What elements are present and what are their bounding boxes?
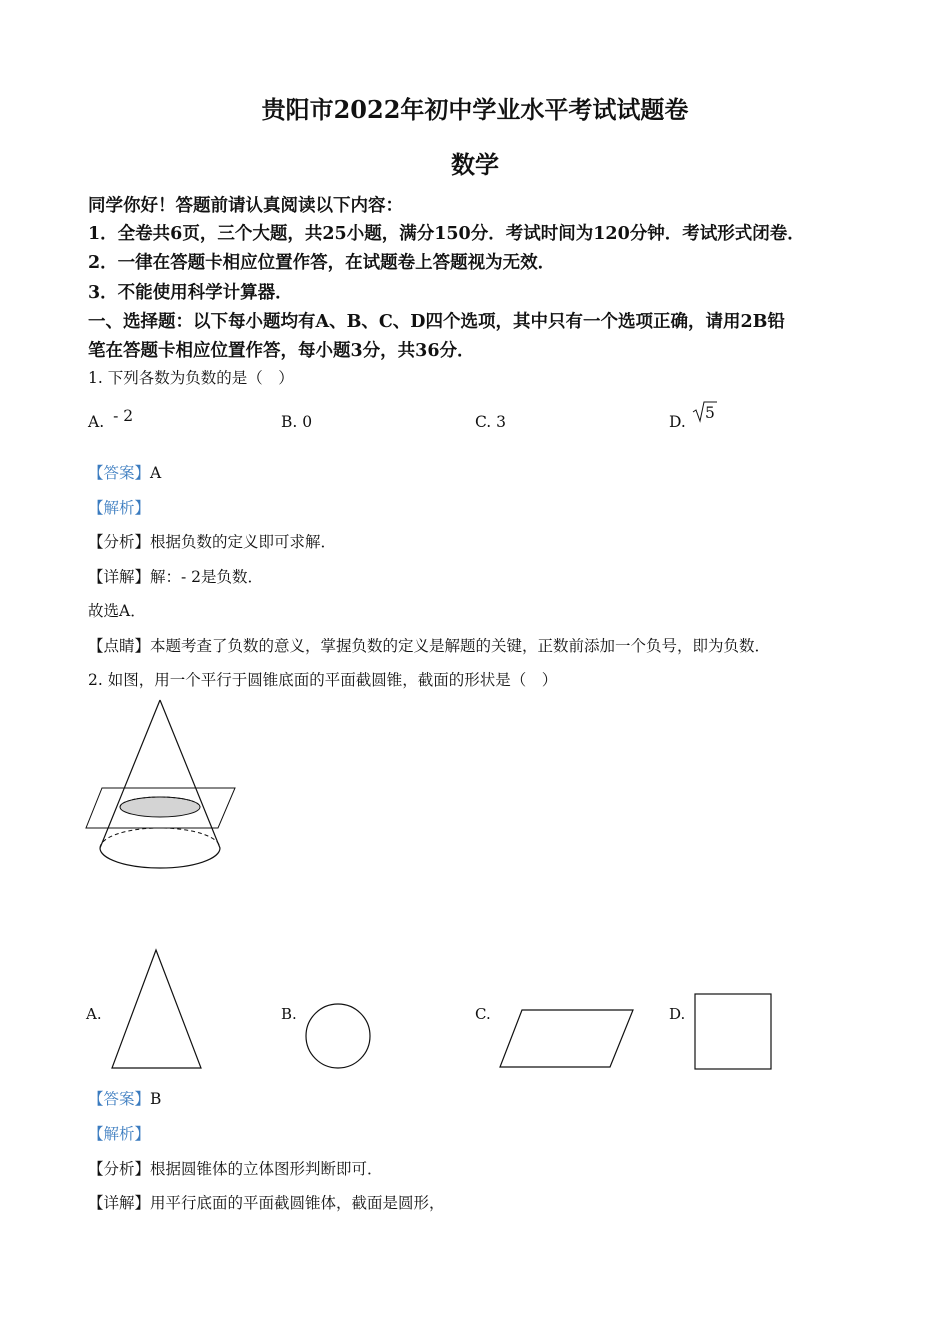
q1-choose: 故选A． (88, 602, 146, 620)
q2-option-c-letter: C. (475, 1005, 491, 1023)
q2-option-a-triangle (108, 948, 204, 1072)
q1-answer (88, 461, 161, 483)
xiangjie-tag: 【详解】 (88, 1194, 151, 1212)
q2-xiangjie (88, 1191, 445, 1213)
answer-value: A (150, 464, 162, 482)
q1-fenxi (88, 530, 336, 552)
q2-option-b-circle (303, 1000, 375, 1072)
instruction-item-1: 1．全卷共6页，三个大题，共25小题，满分150分．考试时间为120分钟．考试形式闭卷． (88, 224, 805, 244)
q1-option-b (281, 413, 312, 431)
q2-fenxi (88, 1157, 383, 1179)
section-heading-line1: 一、选择题：以下每小题均有A、B、C、D四个选项，其中只有一个选项正确，请用2B铅 (88, 312, 785, 332)
q2-option-a-letter: A. (86, 1005, 102, 1023)
section-heading-line2: 笔在答题卡相应位置作答，每小题3分，共36分． (88, 341, 475, 361)
q1-option-a (88, 407, 134, 431)
q2-option-d-square (694, 993, 774, 1071)
q1-dianjing (88, 634, 770, 656)
q1-option-d-radicand: 5 (705, 404, 715, 422)
exam-title: 贵阳市2022年初中学业水平考试试题卷 (261, 95, 689, 124)
q1-option-a-value: - 2 (113, 407, 134, 425)
q1-option-c-letter: C. (475, 413, 492, 431)
xiangjie-tag: 【详解】 (88, 568, 151, 586)
q1-option-d-letter: D. (669, 413, 686, 431)
q1-option-c (475, 413, 506, 431)
q2-option-c-parallelogram (498, 1008, 636, 1070)
q1-option-a-letter: A. (88, 413, 105, 431)
q2-stem: 2. 如图，用一个平行于圆锥底面的平面截圆锥，截面的形状是（ ） (88, 671, 558, 689)
dianjing-text: 本题考查了负数的意义，掌握负数的定义是解题的关键，正数前添加一个负号，即为负数． (150, 637, 771, 655)
q2-answer (88, 1087, 161, 1109)
answer-value: B (150, 1090, 162, 1108)
q1-stem: 1. 下列各数为负数的是（ ） (88, 369, 294, 387)
xiangjie-text: 用平行底面的平面截圆锥体，截面是圆形， (150, 1194, 445, 1212)
q2-option-d-letter: D. (669, 1005, 686, 1023)
cone-cross-section-figure (80, 695, 250, 895)
q1-analysis-tag: 【解析】 (88, 499, 151, 517)
q1-option-c-value: 3 (496, 413, 507, 431)
fenxi-tag: 【分析】 (88, 533, 151, 551)
q1-option-d (669, 413, 686, 431)
q1-option-b-value: 0 (302, 413, 313, 431)
instruction-item-2: 2．一律在答题卡相应位置作答，在试题卷上答题视为无效． (88, 253, 556, 273)
q2-option-b-letter: B. (281, 1005, 297, 1023)
instructions-greeting: 同学你好！答题前请认真阅读以下内容： (88, 196, 403, 216)
q2-analysis-tag: 【解析】 (88, 1125, 151, 1143)
dianjing-tag: 【点睛】 (88, 637, 151, 655)
xiangjie-text: 解：- 2是负数． (150, 568, 264, 586)
instruction-item-3: 3．不能使用科学计算器． (88, 283, 293, 303)
fenxi-text: 根据圆锥体的立体图形判断即可． (150, 1160, 383, 1178)
q1-xiangjie (88, 565, 263, 587)
answer-tag: 【答案】 (88, 464, 151, 482)
fenxi-text: 根据负数的定义即可求解． (150, 533, 337, 551)
q1-option-b-letter: B. (281, 413, 298, 431)
subject-title: 数学 (451, 150, 499, 179)
fenxi-tag: 【分析】 (88, 1160, 151, 1178)
answer-tag: 【答案】 (88, 1090, 151, 1108)
